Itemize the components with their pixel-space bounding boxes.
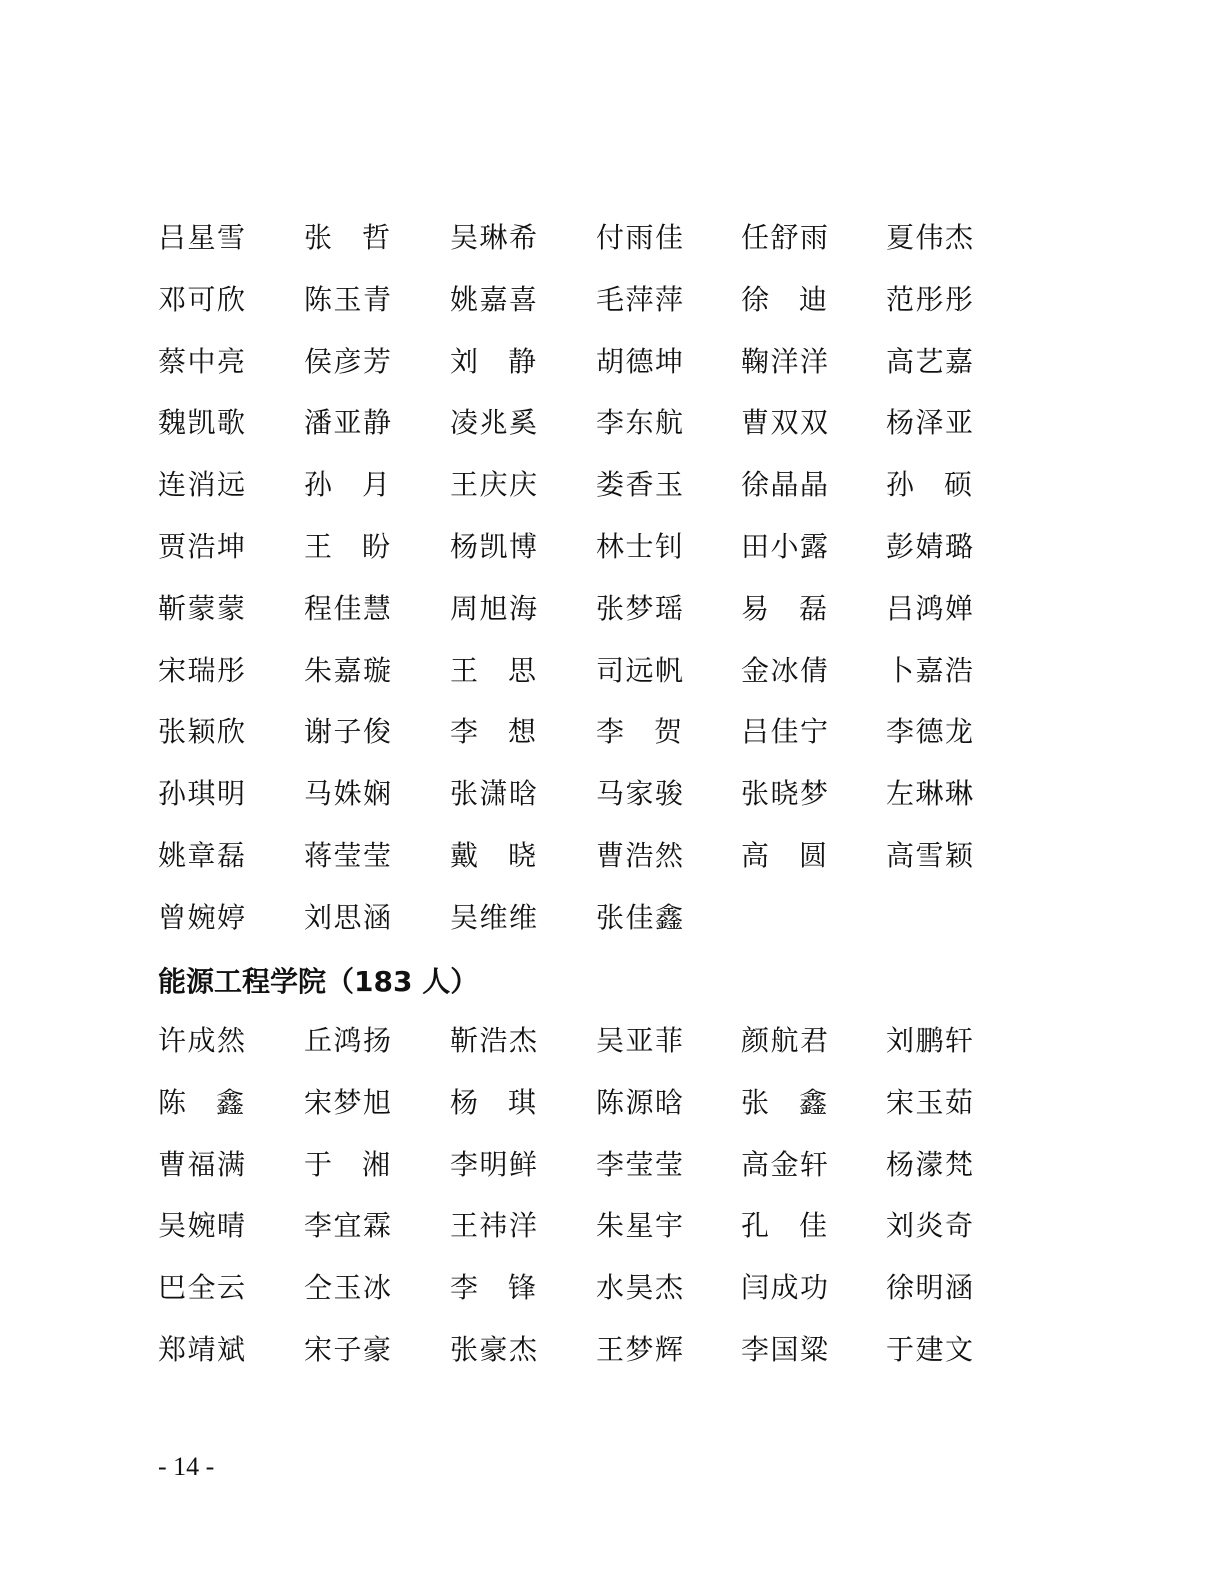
person-name: 姚章磊 <box>158 838 247 872</box>
section-heading: 能源工程学院（183 人） <box>158 965 479 998</box>
person-name: 吴婉晴 <box>158 1209 247 1243</box>
person-name: 吴亚菲 <box>596 1024 685 1057</box>
person-name: 仝玉冰 <box>304 1271 393 1305</box>
name-row <box>158 1145 1058 1207</box>
name-row <box>158 527 1058 589</box>
person-name: 贾浩坤 <box>158 529 247 563</box>
name-row <box>158 1021 1058 1083</box>
person-name: 左琳琳 <box>886 777 975 811</box>
person-name: 戴 晓 <box>450 838 537 872</box>
person-name: 陈玉青 <box>304 282 393 316</box>
person-name: 李莹莹 <box>596 1147 685 1181</box>
person-name: 郑靖斌 <box>158 1332 247 1366</box>
person-name: 宋瑞彤 <box>158 653 247 687</box>
person-name: 徐晶晶 <box>741 468 830 502</box>
name-row <box>158 589 1058 651</box>
person-name: 张豪杰 <box>450 1332 539 1366</box>
person-name: 王庆庆 <box>450 468 539 502</box>
person-name: 付雨佳 <box>596 221 685 254</box>
person-name: 孔 佳 <box>741 1209 828 1243</box>
person-name: 刘炎奇 <box>886 1209 975 1243</box>
person-name: 丘鸿扬 <box>304 1024 393 1057</box>
person-name: 李 锋 <box>450 1271 537 1305</box>
person-name: 吕佳宁 <box>741 715 830 749</box>
person-name: 颜航君 <box>741 1024 830 1057</box>
person-name: 李国粱 <box>741 1332 830 1366</box>
person-name: 杨 琪 <box>450 1085 537 1119</box>
person-name: 朱星宇 <box>596 1209 685 1243</box>
person-name: 王祎洋 <box>450 1209 539 1243</box>
person-name: 靳浩杰 <box>450 1024 539 1057</box>
person-name: 张梦瑶 <box>596 591 685 625</box>
person-name: 于 湘 <box>304 1147 391 1181</box>
person-name: 孙 硕 <box>886 468 973 502</box>
name-row <box>158 218 1058 280</box>
name-row <box>158 774 1058 836</box>
person-name: 曹浩然 <box>596 838 685 872</box>
person-name: 马姝娴 <box>304 777 393 811</box>
person-name: 张晓梦 <box>741 777 830 811</box>
person-name: 高艺嘉 <box>886 344 975 378</box>
person-name: 孙琪明 <box>158 777 247 811</box>
person-name: 程佳慧 <box>304 591 393 625</box>
person-name: 陈源晗 <box>596 1085 685 1119</box>
person-name: 吕星雪 <box>158 221 247 254</box>
person-name: 宋梦旭 <box>304 1085 393 1119</box>
name-list-section-1 <box>158 218 1058 960</box>
person-name: 宋玉茹 <box>886 1085 975 1119</box>
page-number: - 14 - <box>158 1452 215 1481</box>
person-name: 于建文 <box>886 1332 975 1366</box>
person-name: 高金轩 <box>741 1147 830 1181</box>
name-row <box>158 403 1058 465</box>
person-name: 娄香玉 <box>596 468 685 502</box>
person-name: 徐明涵 <box>886 1271 975 1305</box>
name-row <box>158 280 1058 342</box>
person-name: 高 圆 <box>741 838 828 872</box>
person-name: 张 鑫 <box>741 1085 828 1119</box>
person-name: 王 盼 <box>304 529 391 563</box>
person-name: 杨泽亚 <box>886 406 975 440</box>
person-name: 蔡中亮 <box>158 344 247 378</box>
person-name: 曾婉婷 <box>158 900 247 934</box>
person-name: 许成然 <box>158 1024 247 1057</box>
person-name: 胡德坤 <box>596 344 685 378</box>
person-name: 李 想 <box>450 715 537 749</box>
person-name: 吴维维 <box>450 900 539 934</box>
person-name: 连消远 <box>158 468 247 502</box>
person-name: 谢子俊 <box>304 715 393 749</box>
person-name: 卜嘉浩 <box>886 653 975 687</box>
person-name: 孙 月 <box>304 468 391 502</box>
person-name: 王梦辉 <box>596 1332 685 1366</box>
name-row <box>158 465 1058 527</box>
person-name: 巴全云 <box>158 1271 247 1305</box>
person-name: 易 磊 <box>741 591 828 625</box>
person-name: 徐 迪 <box>741 282 828 316</box>
person-name: 刘思涵 <box>304 900 393 934</box>
person-name: 朱嘉璇 <box>304 653 393 687</box>
person-name: 杨濛梵 <box>886 1147 975 1181</box>
person-name: 张 哲 <box>304 221 391 254</box>
person-name: 李 贺 <box>596 715 683 749</box>
person-name: 魏凯歌 <box>158 406 247 440</box>
name-row <box>158 836 1058 898</box>
person-name: 司远帆 <box>596 653 685 687</box>
person-name: 毛萍萍 <box>596 282 685 316</box>
name-row <box>158 651 1058 713</box>
person-name: 曹双双 <box>741 406 830 440</box>
person-name: 吕鸿婵 <box>886 591 975 625</box>
person-name: 彭婧璐 <box>886 529 975 563</box>
person-name: 闫成功 <box>741 1271 830 1305</box>
person-name: 吴琳希 <box>450 221 539 254</box>
person-name: 周旭海 <box>450 591 539 625</box>
person-name: 陈 鑫 <box>158 1085 245 1119</box>
person-name: 邓可欣 <box>158 282 247 316</box>
person-name: 刘鹏轩 <box>886 1024 975 1057</box>
name-row <box>158 342 1058 404</box>
name-list-section-2 <box>158 1021 1058 1392</box>
name-row <box>158 1268 1058 1330</box>
person-name: 高雪颖 <box>886 838 975 872</box>
person-name: 田小露 <box>741 529 830 563</box>
person-name: 李明鲜 <box>450 1147 539 1181</box>
person-name: 马家骏 <box>596 777 685 811</box>
name-row <box>158 1206 1058 1268</box>
person-name: 金冰倩 <box>741 653 830 687</box>
person-name: 杨凯博 <box>450 529 539 563</box>
person-name: 张潇晗 <box>450 777 539 811</box>
person-name: 林士钊 <box>596 529 685 563</box>
person-name: 刘 静 <box>450 344 537 378</box>
person-name: 李东航 <box>596 406 685 440</box>
person-name: 凌兆奚 <box>450 406 539 440</box>
name-row <box>158 898 1058 960</box>
person-name: 蒋莹莹 <box>304 838 393 872</box>
person-name: 侯彦芳 <box>304 344 393 378</box>
person-name: 靳蒙蒙 <box>158 591 247 625</box>
person-name: 潘亚静 <box>304 406 393 440</box>
person-name: 范彤彤 <box>886 282 975 316</box>
person-name: 水昊杰 <box>596 1271 685 1305</box>
person-name: 李德龙 <box>886 715 975 749</box>
person-name: 曹福满 <box>158 1147 247 1181</box>
person-name: 李宜霖 <box>304 1209 393 1243</box>
person-name: 王 思 <box>450 653 537 687</box>
person-name: 张颖欣 <box>158 715 247 749</box>
person-name: 张佳鑫 <box>596 900 685 934</box>
person-name: 任舒雨 <box>741 221 830 254</box>
person-name: 宋子豪 <box>304 1332 393 1366</box>
person-name: 夏伟杰 <box>886 221 975 254</box>
person-name: 鞠洋洋 <box>741 344 830 378</box>
name-row <box>158 1083 1058 1145</box>
person-name: 姚嘉喜 <box>450 282 539 316</box>
name-row <box>158 1330 1058 1392</box>
name-row <box>158 712 1058 774</box>
